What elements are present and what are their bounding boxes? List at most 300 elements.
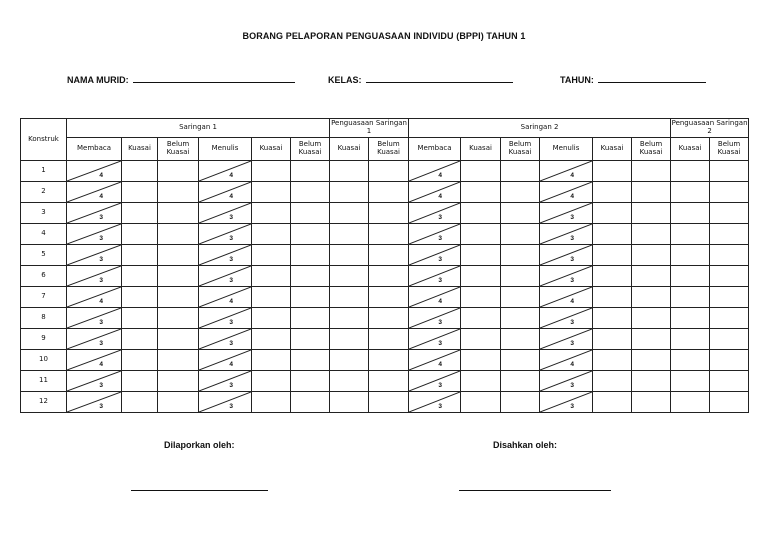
- saringan1-membaca-cell[interactable]: [67, 287, 122, 308]
- saringan2-menulis-kuasai-cell[interactable]: [593, 266, 632, 287]
- konstruk-number: 6: [21, 266, 67, 287]
- diagonal-divider: [540, 203, 592, 223]
- max-score: 4: [99, 297, 103, 305]
- saringan1-menulis-kuasai-cell[interactable]: [252, 308, 291, 329]
- penguasaan1-kuasai-cell[interactable]: [330, 266, 369, 287]
- penguasaan2-kuasai-cell[interactable]: [671, 203, 710, 224]
- penguasaan1-belum-kuasai-cell[interactable]: [369, 182, 409, 203]
- table-row: [21, 350, 749, 371]
- diagonal-line: [540, 371, 592, 391]
- header-saringan-2: Saringan 2: [409, 119, 671, 138]
- saringan2-membaca-kuasai-cell[interactable]: [461, 182, 501, 203]
- penguasaan1-belum-kuasai-cell[interactable]: [369, 245, 409, 266]
- saringan1-membaca-cell[interactable]: [67, 350, 122, 371]
- saringan1-menulis-belum-kuasai-cell[interactable]: [291, 161, 330, 182]
- saringan1-membaca-kuasai-cell[interactable]: [122, 329, 158, 350]
- diagonal-line: [199, 224, 251, 244]
- max-score: 4: [99, 171, 103, 179]
- saringan1-menulis-cell[interactable]: [199, 329, 252, 350]
- saringan1-membaca-belum-kuasai-cell[interactable]: [158, 287, 199, 308]
- diagonal-divider: [409, 350, 460, 370]
- saringan1-menulis-belum-kuasai-cell[interactable]: [291, 308, 330, 329]
- max-score: 3: [438, 402, 443, 410]
- saringan2-membaca-cell[interactable]: [409, 287, 461, 308]
- saringan1-membaca-cell[interactable]: [67, 182, 122, 203]
- saringan1-membaca-belum-kuasai-cell[interactable]: [158, 329, 199, 350]
- penguasaan1-kuasai-cell[interactable]: [330, 392, 369, 413]
- max-score: 3: [99, 213, 103, 221]
- header-kuasai: Kuasai: [330, 138, 369, 161]
- penguasaan1-kuasai-cell[interactable]: [330, 224, 369, 245]
- konstruk-number: 11: [21, 371, 67, 392]
- saringan1-menulis-cell[interactable]: [199, 371, 252, 392]
- saringan2-menulis-belum-kuasai-cell[interactable]: [632, 329, 671, 350]
- saringan2-membaca-belum-kuasai-cell[interactable]: [501, 371, 540, 392]
- saringan1-membaca-cell[interactable]: [67, 266, 122, 287]
- penguasaan2-belum-kuasai-cell[interactable]: [710, 224, 749, 245]
- saringan2-membaca-cell[interactable]: [409, 350, 461, 371]
- saringan1-menulis-cell[interactable]: [199, 392, 252, 413]
- saringan2-menulis-kuasai-cell[interactable]: [593, 287, 632, 308]
- saringan2-membaca-cell[interactable]: [409, 245, 461, 266]
- saringan2-membaca-belum-kuasai-cell[interactable]: [501, 203, 540, 224]
- header-kuasai: Kuasai: [461, 138, 501, 161]
- diagonal-line: [409, 224, 460, 244]
- saringan2-membaca-belum-kuasai-cell[interactable]: [501, 266, 540, 287]
- nama-murid-label: NAMA MURID:: [67, 75, 129, 85]
- penguasaan1-kuasai-cell[interactable]: [330, 161, 369, 182]
- diagonal-divider: [409, 392, 460, 412]
- saringan2-membaca-cell[interactable]: [409, 329, 461, 350]
- saringan2-membaca-kuasai-cell[interactable]: [461, 203, 501, 224]
- saringan1-membaca-kuasai-cell[interactable]: [122, 308, 158, 329]
- saringan2-menulis-kuasai-cell[interactable]: [593, 161, 632, 182]
- saringan2-menulis-belum-kuasai-cell[interactable]: [632, 350, 671, 371]
- header-kuasai: Kuasai: [671, 138, 710, 161]
- saringan1-menulis-belum-kuasai-cell[interactable]: [291, 182, 330, 203]
- max-score: 3: [229, 318, 233, 326]
- penguasaan2-belum-kuasai-cell[interactable]: [710, 308, 749, 329]
- saringan2-menulis-cell[interactable]: [540, 266, 593, 287]
- saringan2-membaca-belum-kuasai-cell[interactable]: [501, 161, 540, 182]
- saringan2-membaca-belum-kuasai-cell[interactable]: [501, 350, 540, 371]
- penguasaan2-belum-kuasai-cell[interactable]: [710, 392, 749, 413]
- saringan2-menulis-kuasai-cell[interactable]: [593, 182, 632, 203]
- penguasaan2-belum-kuasai-cell[interactable]: [710, 350, 749, 371]
- konstruk-number: 5: [21, 245, 67, 266]
- saringan1-membaca-kuasai-cell[interactable]: [122, 350, 158, 371]
- saringan1-membaca-kuasai-cell[interactable]: [122, 203, 158, 224]
- header-penguasaan-saringan-2: Penguasaan Saringan 2: [671, 119, 749, 138]
- max-score: 4: [438, 297, 443, 305]
- diagonal-divider: [409, 287, 460, 307]
- saringan2-menulis-cell[interactable]: [540, 161, 593, 182]
- diagonal-divider: [199, 224, 251, 244]
- saringan2-menulis-cell[interactable]: [540, 203, 593, 224]
- saringan2-membaca-belum-kuasai-cell[interactable]: [501, 329, 540, 350]
- saringan1-menulis-cell[interactable]: [199, 182, 252, 203]
- diagonal-line: [540, 329, 592, 349]
- saringan1-menulis-cell[interactable]: [199, 161, 252, 182]
- disahkan-signature-line[interactable]: [459, 490, 611, 491]
- saringan2-menulis-kuasai-cell[interactable]: [593, 308, 632, 329]
- penguasaan1-belum-kuasai-cell[interactable]: [369, 287, 409, 308]
- saringan1-membaca-belum-kuasai-cell[interactable]: [158, 308, 199, 329]
- saringan1-menulis-kuasai-cell[interactable]: [252, 392, 291, 413]
- saringan1-membaca-cell[interactable]: [67, 308, 122, 329]
- diagonal-line: [409, 203, 460, 223]
- penguasaan2-kuasai-cell[interactable]: [671, 224, 710, 245]
- saringan2-menulis-cell[interactable]: [540, 392, 593, 413]
- max-score: 3: [229, 381, 233, 389]
- diagonal-line: [409, 350, 460, 370]
- diagonal-line: [67, 245, 121, 265]
- saringan2-menulis-kuasai-cell[interactable]: [593, 392, 632, 413]
- saringan2-membaca-kuasai-cell[interactable]: [461, 371, 501, 392]
- penguasaan1-belum-kuasai-cell[interactable]: [369, 392, 409, 413]
- penguasaan2-kuasai-cell[interactable]: [671, 371, 710, 392]
- diagonal-divider: [540, 266, 592, 286]
- saringan2-menulis-cell[interactable]: [540, 329, 593, 350]
- saringan1-menulis-belum-kuasai-cell[interactable]: [291, 287, 330, 308]
- max-score: 3: [570, 402, 575, 410]
- diagonal-divider: [67, 371, 121, 391]
- saringan1-menulis-kuasai-cell[interactable]: [252, 203, 291, 224]
- bppi-table: [20, 118, 749, 413]
- konstruk-number: 8: [21, 308, 67, 329]
- penguasaan1-belum-kuasai-cell[interactable]: [369, 266, 409, 287]
- saringan2-menulis-belum-kuasai-cell[interactable]: [632, 245, 671, 266]
- penguasaan1-belum-kuasai-cell[interactable]: [369, 224, 409, 245]
- saringan2-membaca-belum-kuasai-cell[interactable]: [501, 392, 540, 413]
- penguasaan2-belum-kuasai-cell[interactable]: [710, 161, 749, 182]
- penguasaan1-belum-kuasai-cell[interactable]: [369, 308, 409, 329]
- penguasaan2-belum-kuasai-cell[interactable]: [710, 245, 749, 266]
- saringan2-menulis-belum-kuasai-cell[interactable]: [632, 266, 671, 287]
- saringan2-menulis-cell[interactable]: [540, 371, 593, 392]
- diagonal-divider: [409, 329, 460, 349]
- penguasaan2-belum-kuasai-cell[interactable]: [710, 287, 749, 308]
- diagonal-line: [540, 266, 592, 286]
- penguasaan1-belum-kuasai-cell[interactable]: [369, 371, 409, 392]
- saringan1-menulis-cell[interactable]: [199, 266, 252, 287]
- saringan1-menulis-cell[interactable]: [199, 350, 252, 371]
- penguasaan1-kuasai-cell[interactable]: [330, 203, 369, 224]
- saringan2-menulis-kuasai-cell[interactable]: [593, 329, 632, 350]
- max-score: 3: [570, 255, 575, 263]
- saringan1-membaca-belum-kuasai-cell[interactable]: [158, 203, 199, 224]
- diagonal-line: [199, 329, 251, 349]
- header-konstruk: Konstruk: [21, 119, 67, 161]
- saringan2-menulis-belum-kuasai-cell[interactable]: [632, 203, 671, 224]
- saringan1-membaca-belum-kuasai-cell[interactable]: [158, 161, 199, 182]
- saringan1-membaca-cell[interactable]: [67, 203, 122, 224]
- diagonal-line: [199, 308, 251, 328]
- saringan2-menulis-belum-kuasai-cell[interactable]: [632, 392, 671, 413]
- saringan2-membaca-kuasai-cell[interactable]: [461, 329, 501, 350]
- diagonal-line: [67, 350, 121, 370]
- saringan2-menulis-cell[interactable]: [540, 287, 593, 308]
- penguasaan2-belum-kuasai-cell[interactable]: [710, 266, 749, 287]
- saringan1-membaca-belum-kuasai-cell[interactable]: [158, 182, 199, 203]
- diagonal-divider: [199, 182, 251, 202]
- saringan2-membaca-cell[interactable]: [409, 182, 461, 203]
- penguasaan1-belum-kuasai-cell[interactable]: [369, 203, 409, 224]
- saringan1-membaca-belum-kuasai-cell[interactable]: [158, 245, 199, 266]
- max-score: 3: [229, 255, 233, 263]
- penguasaan1-belum-kuasai-cell[interactable]: [369, 350, 409, 371]
- saringan1-menulis-kuasai-cell[interactable]: [252, 224, 291, 245]
- saringan2-membaca-kuasai-cell[interactable]: [461, 161, 501, 182]
- saringan1-menulis-cell[interactable]: [199, 224, 252, 245]
- diagonal-divider: [540, 329, 592, 349]
- diagonal-line: [540, 182, 592, 202]
- saringan2-menulis-kuasai-cell[interactable]: [593, 224, 632, 245]
- table-row: [21, 203, 749, 224]
- saringan1-menulis-cell[interactable]: [199, 287, 252, 308]
- diagonal-line: [199, 392, 251, 412]
- penguasaan2-belum-kuasai-cell[interactable]: [710, 329, 749, 350]
- saringan1-menulis-cell[interactable]: [199, 245, 252, 266]
- penguasaan2-kuasai-cell[interactable]: [671, 245, 710, 266]
- saringan1-membaca-kuasai-cell[interactable]: [122, 182, 158, 203]
- saringan2-membaca-cell[interactable]: [409, 308, 461, 329]
- saringan2-membaca-cell[interactable]: [409, 161, 461, 182]
- diagonal-divider: [67, 392, 121, 412]
- penguasaan2-belum-kuasai-cell[interactable]: [710, 203, 749, 224]
- max-score: 3: [229, 339, 233, 347]
- max-score: 4: [570, 297, 575, 305]
- diagonal-divider: [409, 161, 460, 181]
- saringan2-membaca-kuasai-cell[interactable]: [461, 245, 501, 266]
- diagonal-divider: [409, 371, 460, 391]
- saringan2-membaca-belum-kuasai-cell[interactable]: [501, 224, 540, 245]
- header-belum-kuasai: Belum Kuasai: [710, 138, 749, 161]
- diagonal-divider: [409, 182, 460, 202]
- saringan1-menulis-kuasai-cell[interactable]: [252, 266, 291, 287]
- saringan1-menulis-kuasai-cell[interactable]: [252, 161, 291, 182]
- saringan2-menulis-belum-kuasai-cell[interactable]: [632, 182, 671, 203]
- penguasaan2-kuasai-cell[interactable]: [671, 161, 710, 182]
- saringan2-membaca-kuasai-cell[interactable]: [461, 308, 501, 329]
- saringan2-membaca-kuasai-cell[interactable]: [461, 266, 501, 287]
- saringan1-menulis-cell[interactable]: [199, 308, 252, 329]
- saringan1-menulis-kuasai-cell[interactable]: [252, 245, 291, 266]
- saringan2-membaca-cell[interactable]: [409, 224, 461, 245]
- header-menulis: Menulis: [540, 138, 593, 161]
- max-score: 4: [438, 192, 443, 200]
- penguasaan1-kuasai-cell[interactable]: [330, 308, 369, 329]
- diagonal-divider: [67, 350, 121, 370]
- penguasaan2-kuasai-cell[interactable]: [671, 392, 710, 413]
- saringan2-menulis-cell[interactable]: [540, 308, 593, 329]
- max-score: 4: [229, 171, 233, 179]
- saringan2-menulis-cell[interactable]: [540, 350, 593, 371]
- diagonal-divider: [199, 266, 251, 286]
- saringan1-menulis-cell[interactable]: [199, 203, 252, 224]
- dilaporkan-signature-line[interactable]: [131, 490, 268, 491]
- penguasaan2-kuasai-cell[interactable]: [671, 329, 710, 350]
- saringan1-membaca-cell[interactable]: [67, 245, 122, 266]
- table-row: [21, 287, 749, 308]
- saringan2-menulis-belum-kuasai-cell[interactable]: [632, 371, 671, 392]
- saringan1-membaca-cell[interactable]: [67, 392, 122, 413]
- header-menulis: Menulis: [199, 138, 252, 161]
- penguasaan2-kuasai-cell[interactable]: [671, 182, 710, 203]
- diagonal-line: [199, 203, 251, 223]
- konstruk-number: 3: [21, 203, 67, 224]
- saringan2-menulis-belum-kuasai-cell[interactable]: [632, 224, 671, 245]
- penguasaan2-kuasai-cell[interactable]: [671, 287, 710, 308]
- diagonal-divider: [199, 245, 251, 265]
- saringan1-menulis-belum-kuasai-cell[interactable]: [291, 266, 330, 287]
- saringan1-membaca-cell[interactable]: [67, 224, 122, 245]
- kelas-line[interactable]: [366, 73, 513, 83]
- penguasaan2-belum-kuasai-cell[interactable]: [710, 182, 749, 203]
- max-score: 3: [229, 234, 233, 242]
- max-score: 3: [99, 381, 103, 389]
- saringan2-membaca-kuasai-cell[interactable]: [461, 287, 501, 308]
- saringan2-membaca-belum-kuasai-cell[interactable]: [501, 182, 540, 203]
- saringan2-membaca-belum-kuasai-cell[interactable]: [501, 308, 540, 329]
- saringan1-membaca-kuasai-cell[interactable]: [122, 287, 158, 308]
- konstruk-number: 1: [21, 161, 67, 182]
- saringan1-membaca-cell[interactable]: [67, 161, 122, 182]
- saringan2-menulis-kuasai-cell[interactable]: [593, 371, 632, 392]
- saringan1-membaca-cell[interactable]: [67, 329, 122, 350]
- saringan2-membaca-cell[interactable]: [409, 392, 461, 413]
- saringan1-menulis-belum-kuasai-cell[interactable]: [291, 392, 330, 413]
- header-belum-kuasai: Belum Kuasai: [291, 138, 330, 161]
- saringan1-membaca-kuasai-cell[interactable]: [122, 371, 158, 392]
- saringan1-menulis-belum-kuasai-cell[interactable]: [291, 203, 330, 224]
- saringan1-menulis-kuasai-cell[interactable]: [252, 287, 291, 308]
- saringan1-membaca-belum-kuasai-cell[interactable]: [158, 392, 199, 413]
- saringan2-membaca-kuasai-cell[interactable]: [461, 350, 501, 371]
- diagonal-line: [409, 182, 460, 202]
- penguasaan2-belum-kuasai-cell[interactable]: [710, 371, 749, 392]
- diagonal-divider: [409, 203, 460, 223]
- saringan1-membaca-kuasai-cell[interactable]: [122, 224, 158, 245]
- diagonal-line: [67, 224, 121, 244]
- diagonal-line: [409, 329, 460, 349]
- diagonal-line: [199, 182, 251, 202]
- penguasaan1-kuasai-cell[interactable]: [330, 350, 369, 371]
- saringan2-menulis-cell[interactable]: [540, 245, 593, 266]
- saringan2-membaca-belum-kuasai-cell[interactable]: [501, 287, 540, 308]
- penguasaan2-kuasai-cell[interactable]: [671, 308, 710, 329]
- saringan1-menulis-kuasai-cell[interactable]: [252, 182, 291, 203]
- header-belum-kuasai: Belum Kuasai: [369, 138, 409, 161]
- konstruk-number: 4: [21, 224, 67, 245]
- diagonal-line: [540, 224, 592, 244]
- konstruk-number: 7: [21, 287, 67, 308]
- saringan1-menulis-belum-kuasai-cell[interactable]: [291, 329, 330, 350]
- max-score: 3: [570, 234, 575, 242]
- saringan2-menulis-belum-kuasai-cell[interactable]: [632, 161, 671, 182]
- tahun-line[interactable]: [598, 73, 706, 83]
- nama-murid-field: [67, 73, 295, 85]
- saringan2-menulis-kuasai-cell[interactable]: [593, 245, 632, 266]
- saringan1-membaca-kuasai-cell[interactable]: [122, 161, 158, 182]
- penguasaan1-belum-kuasai-cell[interactable]: [369, 329, 409, 350]
- saringan1-membaca-kuasai-cell[interactable]: [122, 392, 158, 413]
- dilaporkan-label: Dilaporkan oleh:: [164, 440, 235, 450]
- saringan1-menulis-belum-kuasai-cell[interactable]: [291, 245, 330, 266]
- header-belum-kuasai: Belum Kuasai: [158, 138, 199, 161]
- penguasaan2-kuasai-cell[interactable]: [671, 266, 710, 287]
- saringan1-membaca-cell[interactable]: [67, 371, 122, 392]
- saringan2-menulis-belum-kuasai-cell[interactable]: [632, 287, 671, 308]
- max-score: 4: [229, 192, 233, 200]
- saringan2-membaca-kuasai-cell[interactable]: [461, 392, 501, 413]
- saringan2-membaca-kuasai-cell[interactable]: [461, 224, 501, 245]
- penguasaan2-kuasai-cell[interactable]: [671, 350, 710, 371]
- konstruk-number: 12: [21, 392, 67, 413]
- saringan2-membaca-cell[interactable]: [409, 371, 461, 392]
- diagonal-line: [540, 308, 592, 328]
- saringan2-membaca-cell[interactable]: [409, 266, 461, 287]
- diagonal-line: [409, 266, 460, 286]
- saringan1-menulis-belum-kuasai-cell[interactable]: [291, 371, 330, 392]
- diagonal-divider: [540, 308, 592, 328]
- saringan1-menulis-belum-kuasai-cell[interactable]: [291, 224, 330, 245]
- diagonal-divider: [199, 329, 251, 349]
- penguasaan1-belum-kuasai-cell[interactable]: [369, 161, 409, 182]
- saringan2-menulis-kuasai-cell[interactable]: [593, 203, 632, 224]
- penguasaan1-kuasai-cell[interactable]: [330, 287, 369, 308]
- nama-murid-line[interactable]: [133, 73, 295, 83]
- saringan1-membaca-belum-kuasai-cell[interactable]: [158, 266, 199, 287]
- saringan2-menulis-kuasai-cell[interactable]: [593, 350, 632, 371]
- saringan1-menulis-kuasai-cell[interactable]: [252, 329, 291, 350]
- diagonal-line: [67, 371, 121, 391]
- saringan1-membaca-kuasai-cell[interactable]: [122, 266, 158, 287]
- table-row: [21, 182, 749, 203]
- saringan1-menulis-kuasai-cell[interactable]: [252, 371, 291, 392]
- penguasaan1-kuasai-cell[interactable]: [330, 329, 369, 350]
- saringan1-membaca-kuasai-cell[interactable]: [122, 245, 158, 266]
- saringan2-menulis-cell[interactable]: [540, 224, 593, 245]
- diagonal-line: [67, 308, 121, 328]
- max-score: 3: [438, 318, 443, 326]
- penguasaan1-kuasai-cell[interactable]: [330, 245, 369, 266]
- saringan1-membaca-belum-kuasai-cell[interactable]: [158, 371, 199, 392]
- saringan1-membaca-belum-kuasai-cell[interactable]: [158, 350, 199, 371]
- saringan2-membaca-belum-kuasai-cell[interactable]: [501, 245, 540, 266]
- diagonal-line: [67, 329, 121, 349]
- saringan1-menulis-belum-kuasai-cell[interactable]: [291, 350, 330, 371]
- saringan2-menulis-cell[interactable]: [540, 182, 593, 203]
- max-score: 3: [99, 318, 103, 326]
- penguasaan1-kuasai-cell[interactable]: [330, 182, 369, 203]
- saringan2-membaca-cell[interactable]: [409, 203, 461, 224]
- diagonal-line: [67, 392, 121, 412]
- table-row: [21, 245, 749, 266]
- tahun-label: TAHUN:: [560, 75, 594, 85]
- table-row: [21, 392, 749, 413]
- konstruk-number: 2: [21, 182, 67, 203]
- penguasaan1-kuasai-cell[interactable]: [330, 371, 369, 392]
- saringan1-membaca-belum-kuasai-cell[interactable]: [158, 224, 199, 245]
- max-score: 3: [570, 276, 575, 284]
- saringan1-menulis-kuasai-cell[interactable]: [252, 350, 291, 371]
- header-kuasai: Kuasai: [252, 138, 291, 161]
- diagonal-line: [409, 392, 460, 412]
- max-score: 4: [570, 192, 575, 200]
- header-belum-kuasai: Belum Kuasai: [632, 138, 671, 161]
- saringan2-menulis-belum-kuasai-cell[interactable]: [632, 308, 671, 329]
